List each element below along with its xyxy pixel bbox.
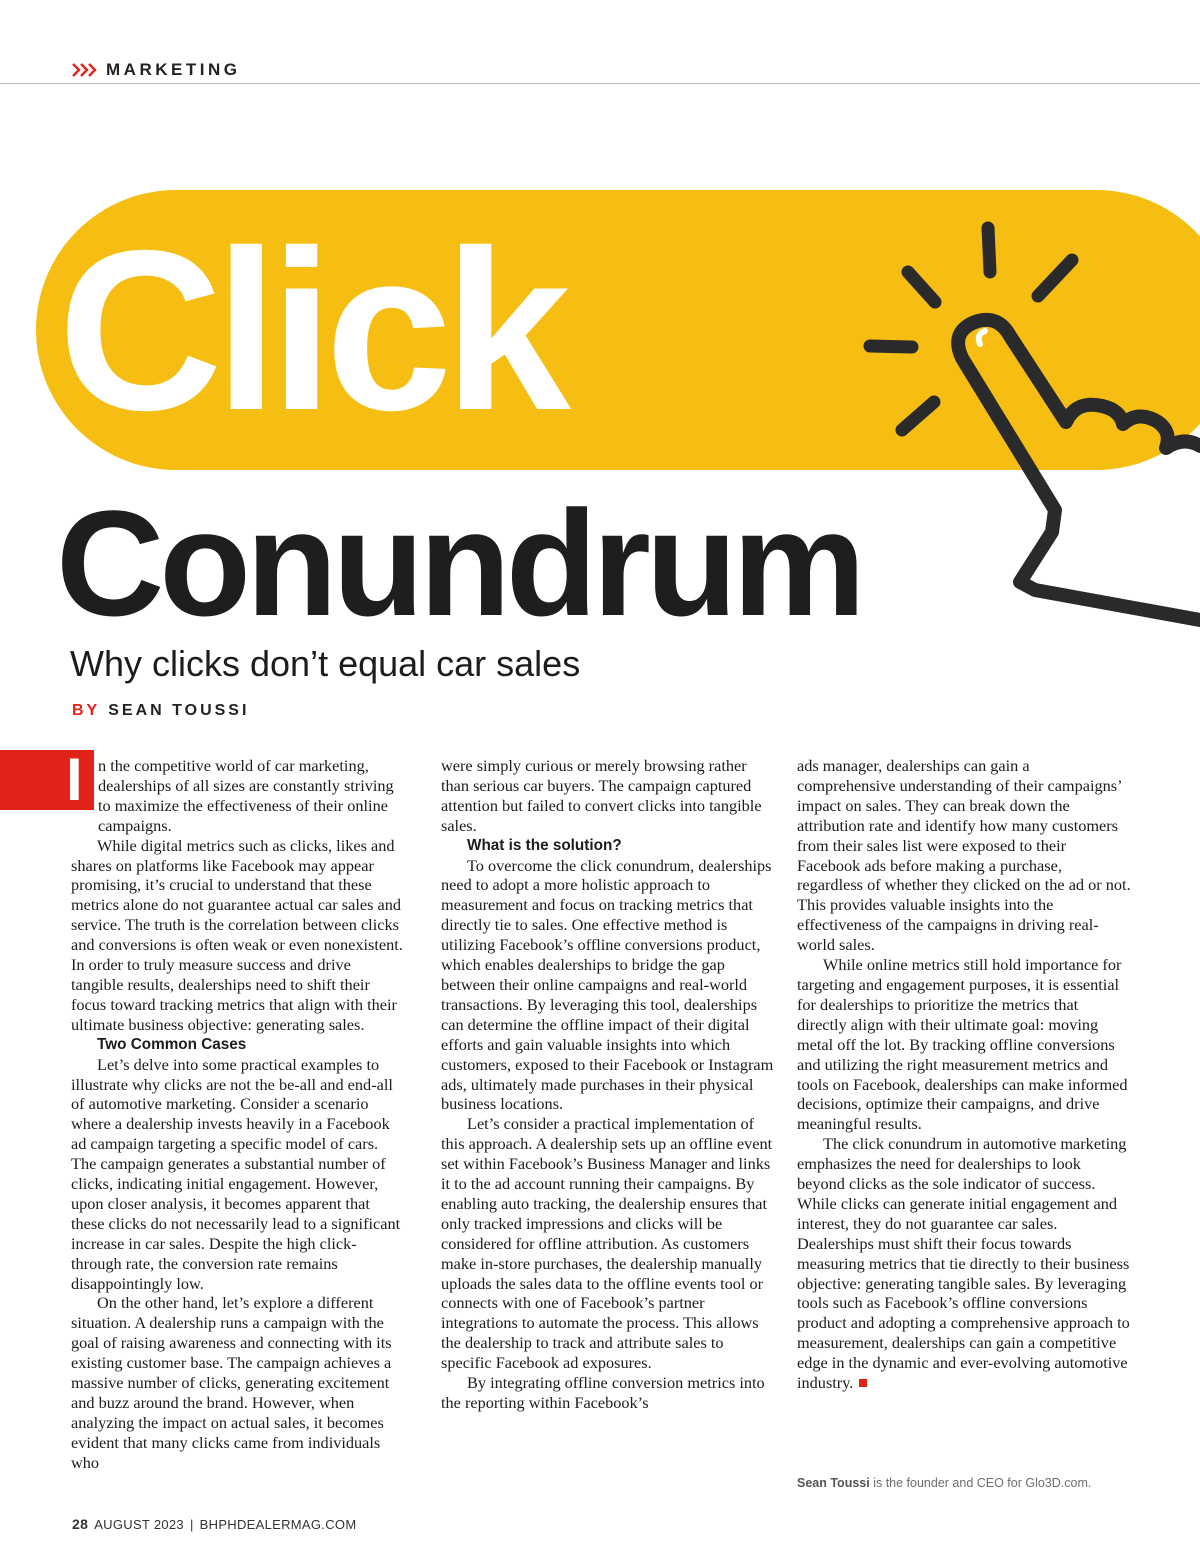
headline-line2: Conundrum xyxy=(56,479,861,647)
author-bio-text: is the founder and CEO for Glo3D.com. xyxy=(869,1476,1092,1490)
dropcap-letter: I xyxy=(66,746,83,813)
body-paragraph: While digital metrics such as clicks, likes and shares on platforms like Facebook may appear promising, it’s crucial to understand that these metrics alone do not guarantee actual car sales and service. The truth is the correlation between clicks and conversions is often weak or even nonexistent. In order to truly measure success and drive tangible results, dealerships need to shift their focus toward tracking metrics that align with their ultimate business objective: generating sales. xyxy=(71,835,403,1034)
section-heading: What is the solution? xyxy=(467,836,622,854)
article-column-1 xyxy=(71,756,407,1473)
body-paragraph: ads manager, dealerships can gain a comprehensive understanding of their campaigns’ impact on sales. They can break down the attribution rate and identify how many customers from their sales list were exposed to their Facebook ads before making a purchase, regardless of whether they clicked on the ad or not. This provides valuable insights into the effectiveness of the campaigns in driving real-world sales. xyxy=(797,756,1131,955)
byline-prefix: BY xyxy=(72,702,101,719)
section-heading: Two Common Cases xyxy=(97,1035,247,1053)
page-footer xyxy=(72,1516,356,1532)
issue-date: AUGUST 2023 xyxy=(94,1517,184,1532)
end-mark-icon xyxy=(859,1379,867,1387)
section-label: MARKETING xyxy=(106,60,241,79)
body-paragraph: By integrating offline conversion metrics into the reporting within Facebook’s xyxy=(441,1373,765,1412)
body-paragraph: To overcome the click conundrum, dealerships need to adopt a more holistic approach to measurement and focus on tracking metrics that directly tie to sales. One effective method is utilizing Facebook’s offline conversions product, which enables dealerships to bridge the gap between their online campaigns and real-world transactions. By leveraging this tool, dealerships can determine the offline impact of their digital efforts and gain valuable insights into which customers, exposed to their Facebook or Instagram ads, ultimately made purchases in their physical business locations. xyxy=(441,855,774,1114)
pointing-hand-click-icon xyxy=(840,210,1200,650)
author-bio-name: Sean Toussi xyxy=(797,1476,870,1490)
subtitle: Why clicks don’t equal car sales xyxy=(70,643,581,684)
article-column-2 xyxy=(441,756,777,1413)
body-paragraph: were simply curious or merely browsing rather than serious car buyers. The campaign captured attention but failed to convert clicks into tangible sales. xyxy=(441,756,762,835)
footer-separator: | xyxy=(189,1517,194,1532)
closing-text: The click conundrum in automotive marketing emphasizes the need for dealerships to look beyond clicks as the sole indicator of success. While clicks can generate initial engagement and interest, they do not guarantee car sales. Dealerships must shift their focus towards measuring metrics that tie directly to their business objective: generating tangible sales. By leveraging tools such as Facebook’s offline conversions product and adopting a comprehensive approach to measurement, dealerships can gain a competitive edge in the dynamic and ever-evolving automotive industry. xyxy=(797,1134,1130,1393)
page-number: 28 xyxy=(72,1516,89,1532)
author-name: SEAN TOUSSI xyxy=(108,702,250,719)
headline-line1: Click xyxy=(58,204,563,458)
byline xyxy=(72,702,249,720)
hero-graphic xyxy=(0,0,1200,660)
author-bio xyxy=(797,1476,1091,1490)
body-paragraph: Let’s delve into some practical examples to illustrate why clicks are not the be-all and end-all of automotive marketing. Consider a scenario where a dealership invests heavily in a Facebook ad campaign targeting a specific model of cars. The campaign generates a substantial number of clicks, indicating initial engagement. However, upon closer analysis, it becomes apparent that these clicks do not necessarily lead to a significant increase in car sales. Despite the high click-through rate, the conversion rate remains disappointingly low. xyxy=(71,1054,401,1293)
body-paragraph: On the other hand, let’s explore a different situation. A dealership runs a campaign with the goal of raising awareness and connecting with its existing customer base. The campaign achieves a massive number of clicks, generating excitement and buzz around the brand. However, when analyzing the impact on actual sales, it becomes evident that many clicks came from individuals who xyxy=(71,1293,392,1472)
body-paragraph xyxy=(797,1134,1131,1393)
lead-paragraph: n the competitive world of car marketing, dealerships of all sizes are constantly striving to maximize the effectiveness of their online campaigns. xyxy=(98,756,394,835)
body-paragraph: Let’s consider a practical implementation of this approach. A dealership sets up an offline event set within Facebook’s Business Manager and links it to the ad account running their campaigns. By enabling auto tracking, the dealership ensures that only tracked impressions and clicks will be considered for offline attribution. As customers make in-store purchases, the dealership manually uploads the sales data to the offline events tool or connects with one of Facebook’s partner integrations to automate the process. This allows the dealership to track and attribute sales to specific Facebook ad exposures. xyxy=(441,1114,773,1373)
site-url: BHPHDEALERMAG.COM xyxy=(199,1517,357,1532)
article-column-3 xyxy=(797,756,1131,1393)
body-paragraph: While online metrics still hold importance for targeting and engagement purposes, it is essential for dealerships to prioritize the metrics that directly align with their ultimate goal: moving metal off the lot. By tracking offline conversions and utilizing the right measurement metrics and tools on Facebook, dealerships can make informed decisions, optimize their campaigns, and drive meaningful results. xyxy=(797,955,1128,1134)
